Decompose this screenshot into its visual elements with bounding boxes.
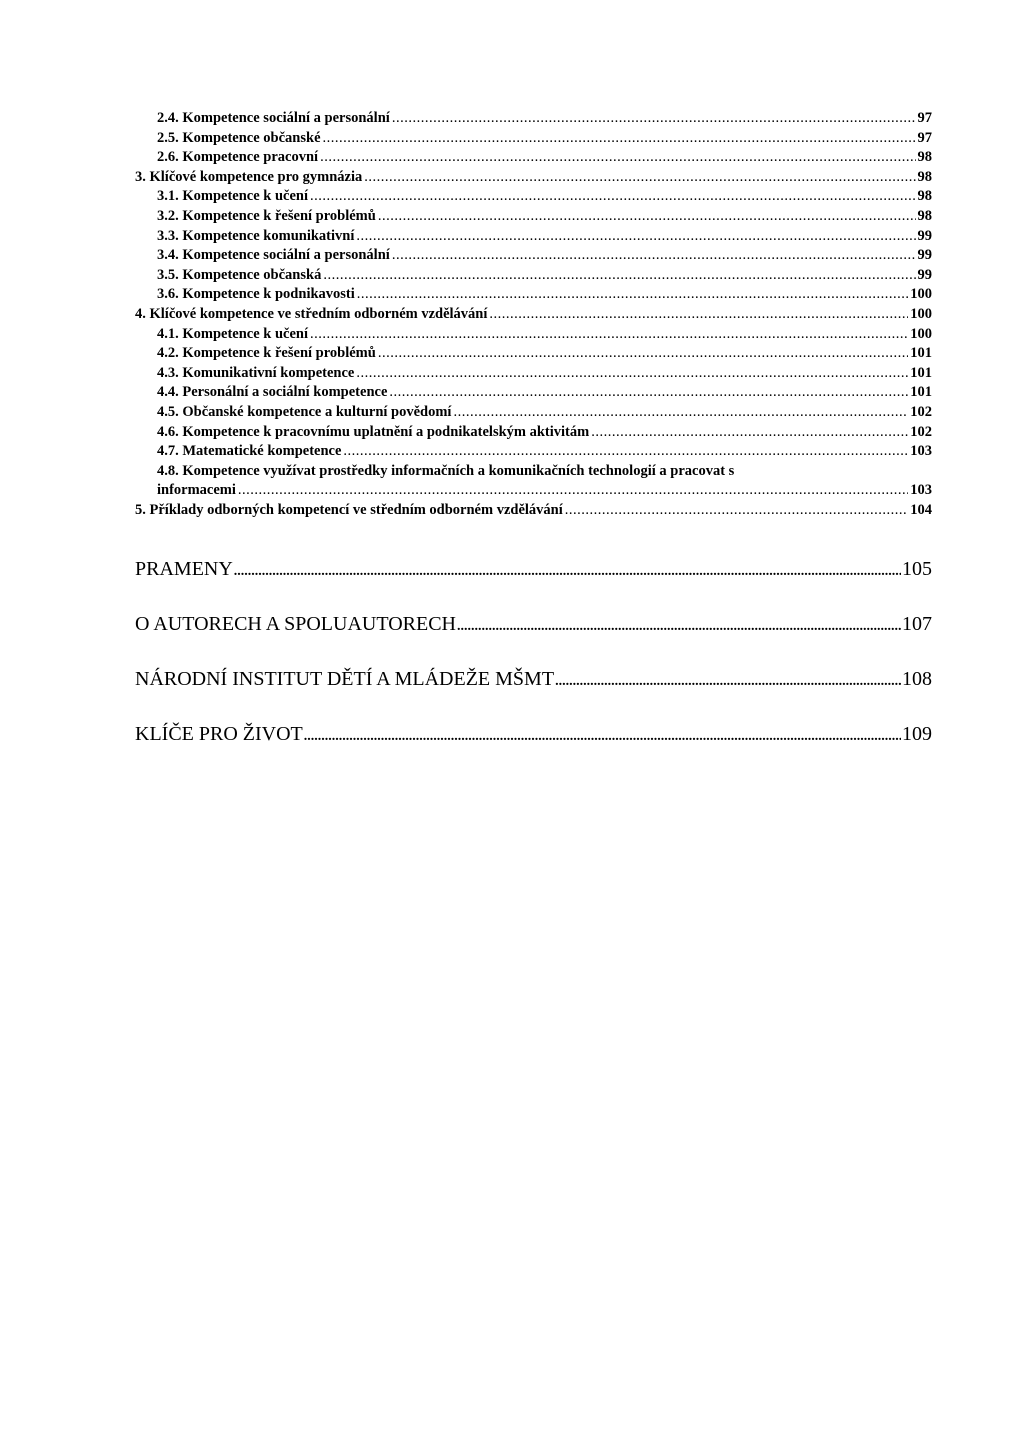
toc-entry-page: 101 — [910, 345, 932, 362]
toc-entry-2-4[interactable] — [135, 109, 932, 129]
toc-entry-4-6[interactable] — [135, 423, 932, 443]
toc-entry-title-line2-row — [135, 481, 932, 501]
toc-main-entry-page: 108 — [902, 668, 932, 690]
toc-main-entry-title: NÁRODNÍ INSTITUT DĚTÍ A MLÁDEŽE MŠMT — [135, 668, 555, 690]
toc-entry-title: 3.4. Kompetence sociální a personální — [157, 247, 390, 264]
toc-dot-leader — [392, 246, 916, 266]
toc-entry-3-6[interactable] — [135, 285, 932, 305]
toc-dot-leader — [304, 723, 901, 751]
toc-entry-page: 98 — [917, 168, 932, 185]
toc-entry-4-1[interactable] — [135, 325, 932, 345]
toc-dot-leader — [565, 501, 908, 521]
toc-entry-4-3[interactable] — [135, 364, 932, 384]
toc-dot-leader — [320, 148, 915, 168]
toc-main-entry-narodni-institut[interactable] — [135, 665, 932, 720]
toc-dot-leader — [364, 168, 915, 188]
toc-entry-title: 4. Klíčové kompetence ve středním odborném vzdělávání — [135, 305, 488, 322]
toc-dot-leader — [323, 266, 915, 286]
toc-entry-page: 98 — [917, 207, 932, 224]
toc-entry-page: 98 — [917, 149, 932, 166]
toc-entry-title: 3.1. Kompetence k učení — [157, 188, 309, 205]
toc-dot-leader — [378, 207, 916, 227]
toc-entry-4[interactable] — [135, 305, 932, 325]
toc-dot-leader — [457, 613, 901, 641]
toc-dot-leader — [238, 481, 908, 501]
toc-dot-leader — [389, 383, 908, 403]
toc-entry-page: 99 — [917, 247, 932, 264]
toc-entry-3[interactable] — [135, 168, 932, 188]
toc-entry-page: 101 — [910, 364, 932, 381]
toc-entry-page: 97 — [917, 129, 932, 146]
toc-entry-page: 100 — [910, 305, 932, 322]
toc-entry-title: 3.2. Kompetence k řešení problémů — [157, 207, 376, 224]
toc-dot-leader — [357, 285, 908, 305]
toc-entry-4-5[interactable] — [135, 403, 932, 423]
toc-entry-title: 3. Klíčové kompetence pro gymnázia — [135, 168, 363, 185]
toc-entry-2-6[interactable] — [135, 148, 932, 168]
toc-entry-page: 103 — [910, 443, 932, 460]
toc-entry-title: 3.5. Kompetence občanská — [157, 266, 322, 283]
toc-main-entry-o-autorech[interactable] — [135, 610, 932, 665]
toc-main-entry-page: 105 — [902, 558, 932, 580]
toc-entry-title: 2.4. Kompetence sociální a personální — [157, 110, 390, 126]
toc-entry-page: 102 — [910, 403, 932, 420]
toc-dot-leader — [489, 305, 908, 325]
toc-dot-leader — [392, 109, 916, 129]
toc-main-entry-page: 109 — [902, 723, 932, 745]
toc-entry-3-1[interactable] — [135, 187, 932, 207]
toc-entry-3-4[interactable] — [135, 246, 932, 266]
toc-dot-leader — [310, 187, 915, 207]
toc-entry-title: 2.5. Kompetence občanské — [157, 129, 321, 146]
toc-dot-leader — [343, 442, 908, 462]
toc-entry-title: 4.3. Komunikativní kompetence — [157, 364, 355, 381]
toc-entry-page: 97 — [917, 110, 932, 126]
toc-entry-title-line1: 4.8. Kompetence využívat prostředky informačních a komunikačních technologií a pracovat s — [157, 462, 735, 479]
toc-entry-title: 4.6. Kompetence k pracovnímu uplatnění a podnikatelským aktivitám — [157, 423, 590, 440]
toc-entry-4-7[interactable] — [135, 442, 932, 462]
toc-dot-leader — [234, 558, 901, 586]
toc-main-entry-page: 107 — [902, 613, 932, 635]
toc-dot-leader — [378, 344, 908, 364]
toc-main-entry-title: O AUTORECH A SPOLUAUTORECH — [135, 613, 456, 635]
toc-entry-3-2[interactable] — [135, 207, 932, 227]
toc-entry-title: 4.2. Kompetence k řešení problémů — [157, 345, 376, 362]
toc-dot-leader — [323, 129, 916, 149]
toc-dot-leader — [555, 668, 901, 696]
toc-entry-page: 101 — [910, 384, 932, 401]
toc-entry-title: 3.6. Kompetence k podnikavosti — [157, 286, 355, 303]
toc-entry-page: 100 — [910, 286, 932, 303]
toc-entry-page: 99 — [917, 227, 932, 244]
toc-entry-page: 102 — [910, 423, 932, 440]
toc-entry-3-5[interactable] — [135, 266, 932, 286]
toc-dot-leader — [310, 325, 908, 345]
toc-entry-page: 104 — [910, 501, 932, 518]
toc-entry-2-5[interactable] — [135, 129, 932, 149]
toc-main-entry-klice-pro-zivot[interactable] — [135, 720, 932, 775]
toc-entry-page: 103 — [910, 482, 932, 499]
toc-dot-leader — [356, 227, 915, 247]
toc-dot-leader — [356, 364, 908, 384]
toc-entry-title: 5. Příklady odborných kompetencí ve středním odborném vzdělávání — [135, 501, 563, 518]
toc-entry-title-line2: informacemi — [157, 482, 236, 499]
table-of-contents-main-chapters — [135, 555, 932, 775]
toc-entry-title: 3.3. Kompetence komunikativní — [157, 227, 355, 244]
toc-entry-page: 100 — [910, 325, 932, 342]
toc-entry-title: 4.7. Matematické kompetence — [157, 443, 342, 460]
toc-entry-title: 4.5. Občanské kompetence a kulturní povědomí — [157, 403, 452, 420]
toc-entry-4-8[interactable] — [135, 462, 932, 501]
toc-dot-leader — [453, 403, 908, 423]
toc-entry-title: 2.6. Kompetence pracovní — [157, 149, 319, 166]
toc-main-entry-title: PRAMENY — [135, 558, 233, 580]
toc-entry-5[interactable] — [135, 501, 932, 521]
toc-entry-4-4[interactable] — [135, 383, 932, 403]
toc-dot-leader — [591, 423, 908, 443]
toc-entry-page: 99 — [917, 266, 932, 283]
toc-entry-4-2[interactable] — [135, 344, 932, 364]
toc-main-entry-prameny[interactable] — [135, 555, 932, 610]
toc-entry-3-3[interactable] — [135, 227, 932, 247]
table-of-contents-subsections — [135, 109, 932, 520]
toc-entry-title: 4.1. Kompetence k učení — [157, 325, 309, 342]
toc-main-entry-title: KLÍČE PRO ŽIVOT — [135, 723, 303, 745]
toc-entry-page: 98 — [917, 188, 932, 205]
toc-entry-title: 4.4. Personální a sociální kompetence — [157, 384, 388, 401]
